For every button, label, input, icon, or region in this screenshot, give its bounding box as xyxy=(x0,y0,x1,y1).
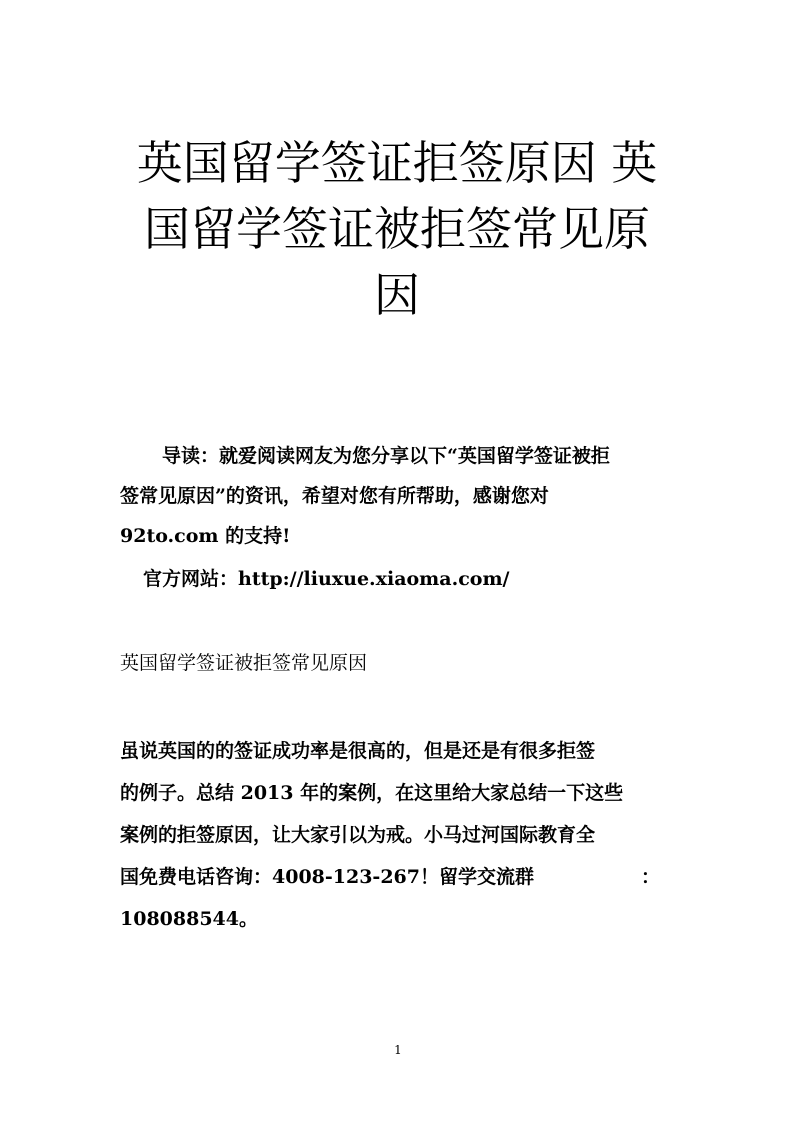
body-paragraph xyxy=(120,730,680,940)
document-title xyxy=(60,130,734,328)
body-line: 的例子。总结 2013 年的案例，在这里给大家总结一下这些 xyxy=(120,782,624,804)
body-line-text: 国免费电话咨询：4008-123-267！留学交流群 xyxy=(120,866,534,888)
website-label: 官方网站： xyxy=(143,568,239,590)
website-line xyxy=(143,564,510,594)
body-line xyxy=(120,856,660,898)
intro-line: 92to.com 的支持! xyxy=(120,525,291,547)
body-line: 108088544。 xyxy=(120,908,258,930)
intro-line: 签常见原因”的资讯，希望对您有所帮助，感谢您对 xyxy=(120,485,549,507)
intro-line: 导读：就爱阅读网友为您分享以下“英国留学签证被拒 xyxy=(162,445,610,467)
body-line: 案例的拒签原因，让大家引以为戒。小马过河国际教育全 xyxy=(120,824,596,846)
title-line: 国留学签证被拒签常见原 xyxy=(144,202,650,256)
title-line: 因 xyxy=(374,268,420,322)
title-line: 英国留学签证拒签原因 英 xyxy=(136,136,658,190)
body-line-colon: ： xyxy=(640,866,660,888)
page-number: 1 xyxy=(394,1043,402,1057)
intro-paragraph xyxy=(120,436,680,556)
body-line: 虽说英国的的签证成功率是很高的，但是还是有很多拒签 xyxy=(120,740,596,762)
website-url: http://liuxue.xiaoma.com/ xyxy=(238,568,510,590)
section-heading: 英国留学签证被拒签常见原因 xyxy=(120,652,368,674)
